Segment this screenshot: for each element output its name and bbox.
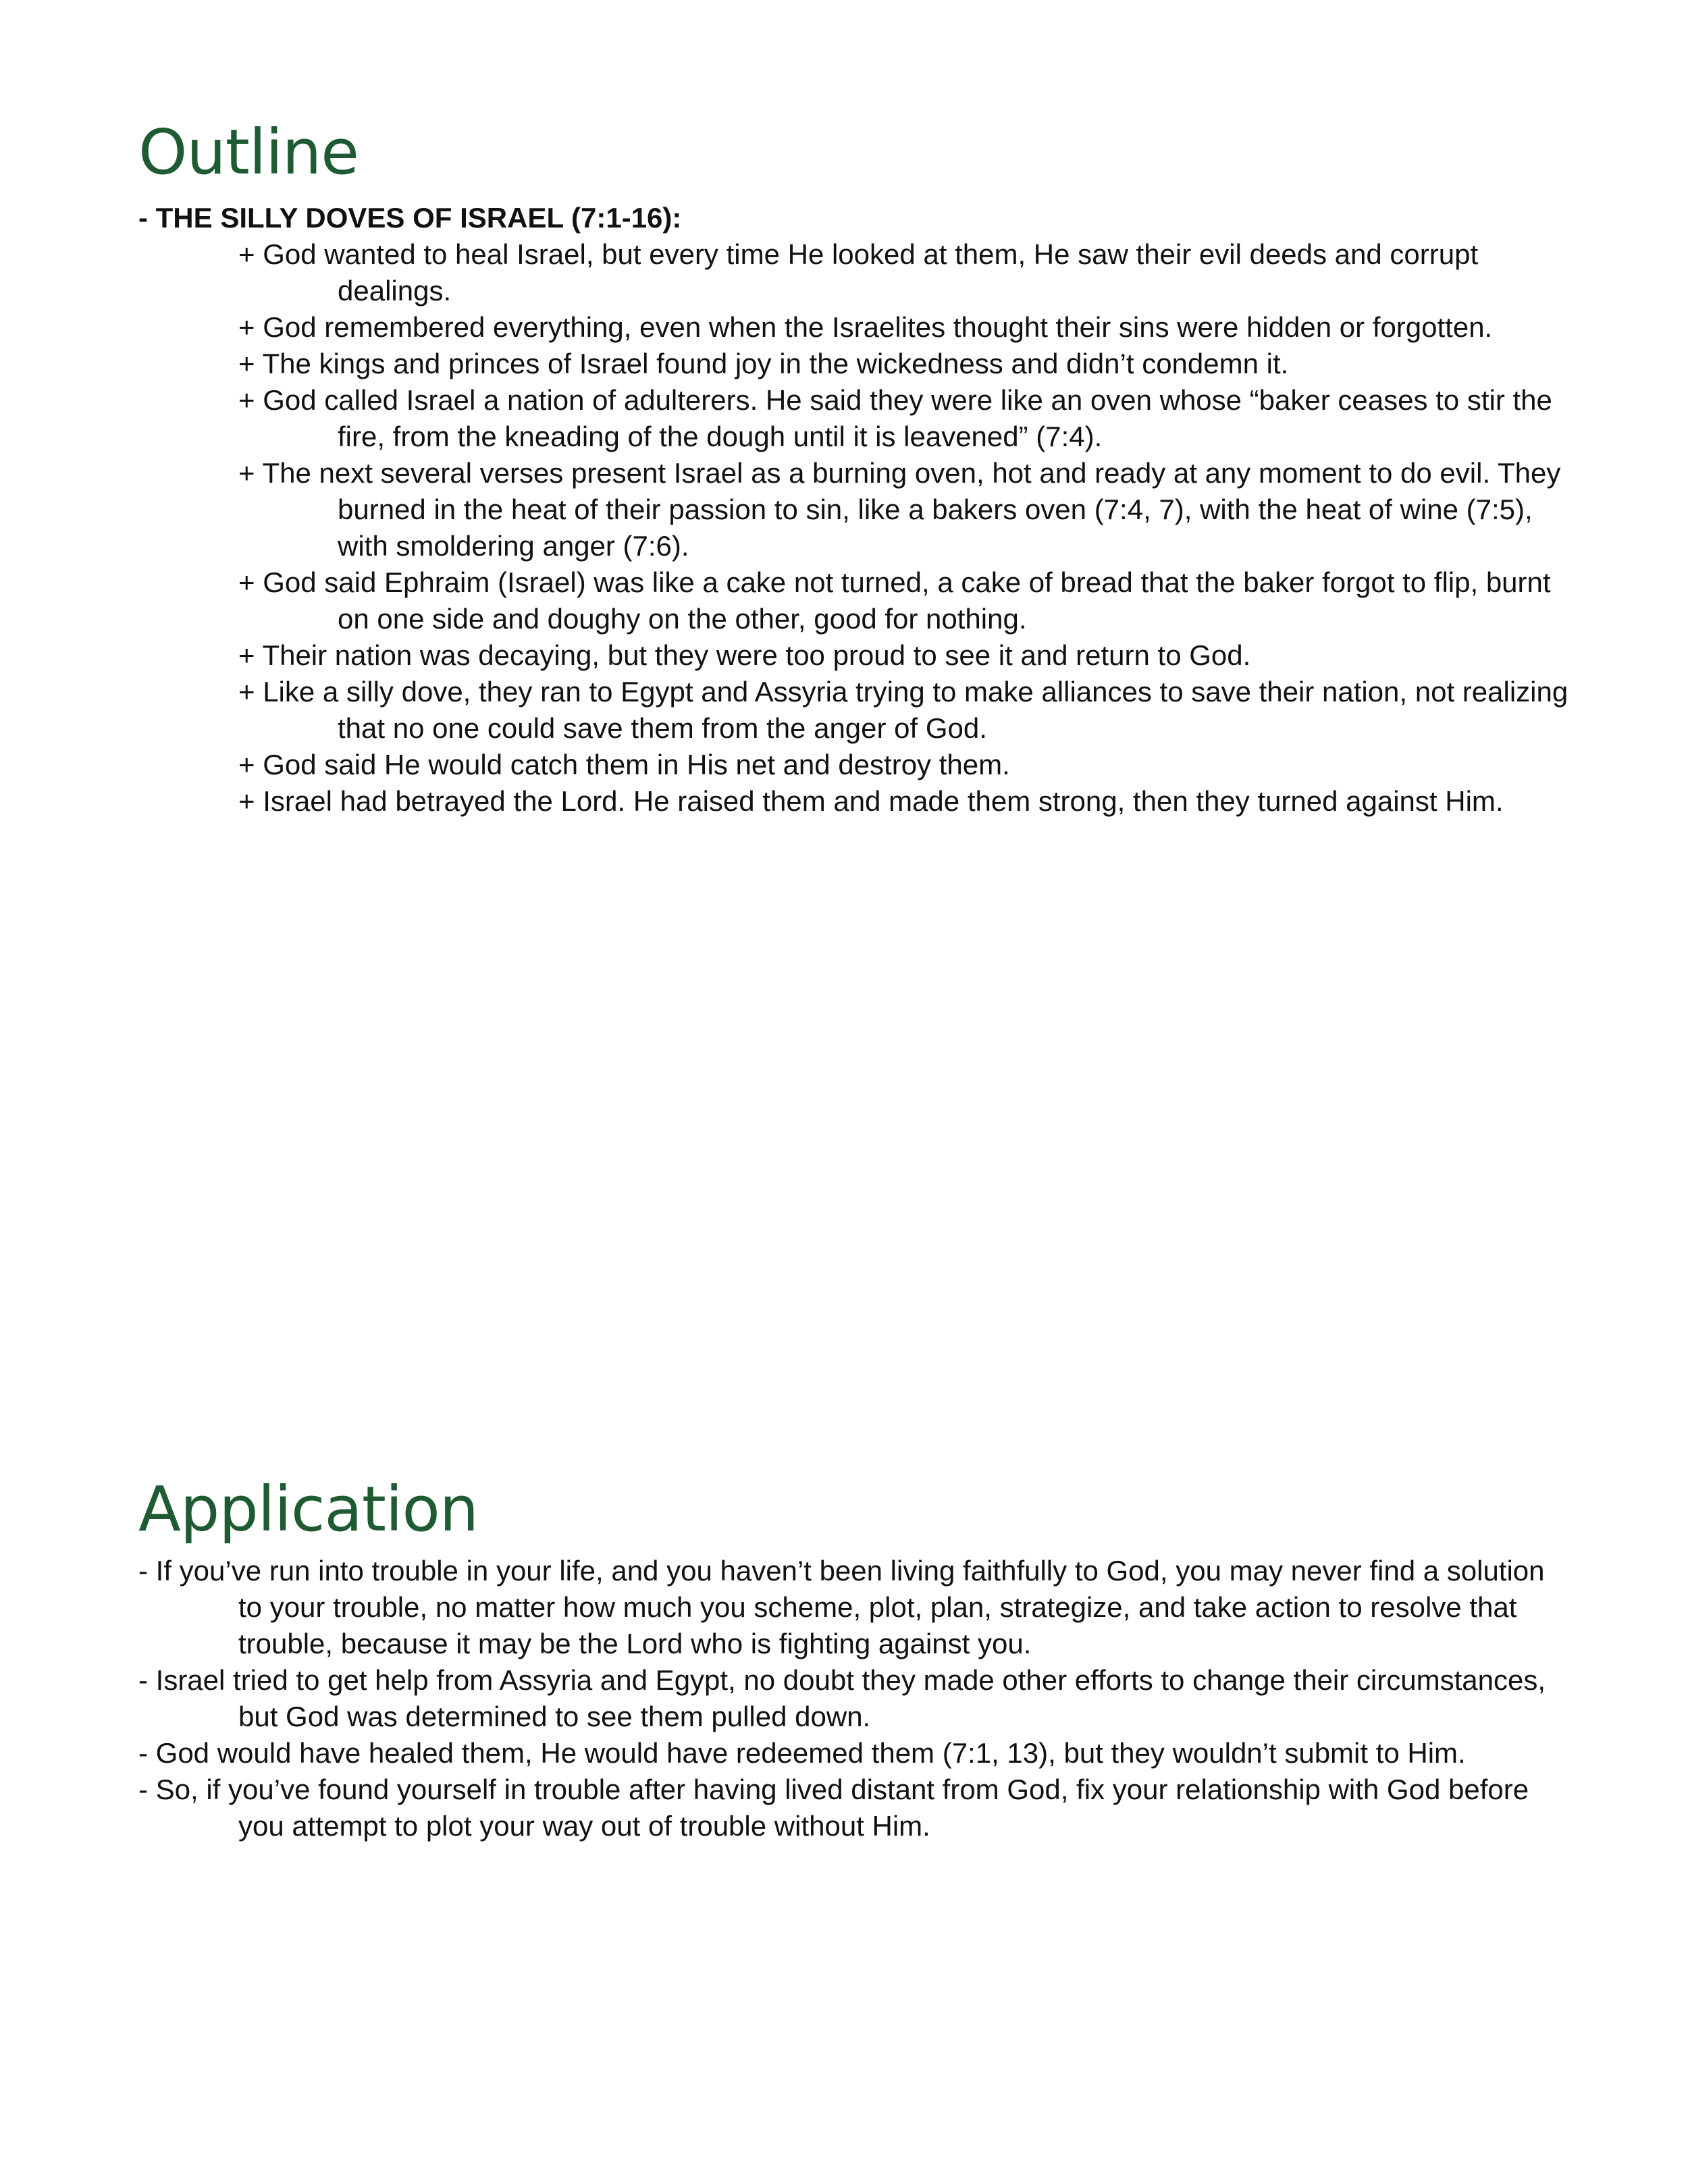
outline-item: + Like a silly dove, they ran to Egypt and Assyria trying to make alliances to save their nation, not realizing that no one could save them from the anger of God. — [238, 676, 1568, 744]
outline-title: Outline — [138, 116, 359, 188]
outline-item: + The kings and princes of Israel found joy in the wickedness and didn’t condemn it. — [238, 348, 1289, 379]
outline-heading: - THE SILLY DOVES OF ISRAEL (7:1-16): — [138, 202, 682, 234]
application-title: Application — [138, 1473, 479, 1545]
application-item: - If you’ve run into trouble in your life, and you haven’t been living faithfully to God, you may never find a solution to your trouble, no matter how much you scheme, plot, plan, strategize, and take action to resolve that trouble, because it may be the Lord who is fighting against you. — [138, 1555, 1545, 1659]
outline-list — [138, 200, 1570, 820]
outline-item: + God wanted to heal Israel, but every time He looked at them, He saw their evil deeds and corrupt dealings. — [238, 238, 1479, 307]
outline-sub-list — [138, 236, 1570, 820]
outline-item: + The next several verses present Israel as a burning oven, hot and ready at any moment to do evil. They burned in the heat of their passion to sin, like a bakers oven (7:4, 7), with the heat of wine (7:5), with smoldering anger (7:6). — [238, 457, 1561, 562]
outline-item: + God remembered everything, even when the Israelites thought their sins were hidden or forgotten. — [238, 311, 1493, 343]
application-item: - God would have healed them, He would have redeemed them (7:1, 13), but they wouldn’t submit to Him. — [138, 1737, 1466, 1769]
outline-item: + Israel had betrayed the Lord. He raised them and made them strong, then they turned against Him. — [238, 785, 1504, 817]
outline-item: + Their nation was decaying, but they were too proud to see it and return to God. — [238, 639, 1251, 671]
application-item: - Israel tried to get help from Assyria and Egypt, no doubt they made other efforts to change their circumstances, but God was determined to see them pulled down. — [138, 1664, 1546, 1732]
outline-item: + God said He would catch them in His net and destroy them. — [238, 749, 1010, 780]
outline-item: + God called Israel a nation of adulterers. He said they were like an oven whose “baker ceases to stir the fire, from the kneading of the dough until it is leavened” (7:4). — [238, 384, 1552, 452]
outline-item: + God said Ephraim (Israel) was like a cake not turned, a cake of bread that the baker forgot to flip, burnt on one side and doughy on the other, good for nothing. — [238, 566, 1551, 635]
application-item: - So, if you’ve found yourself in trouble after having lived distant from God, fix your relationship with God before you attempt to plot your way out of trouble without Him. — [138, 1774, 1529, 1842]
application-list — [138, 1553, 1570, 1844]
